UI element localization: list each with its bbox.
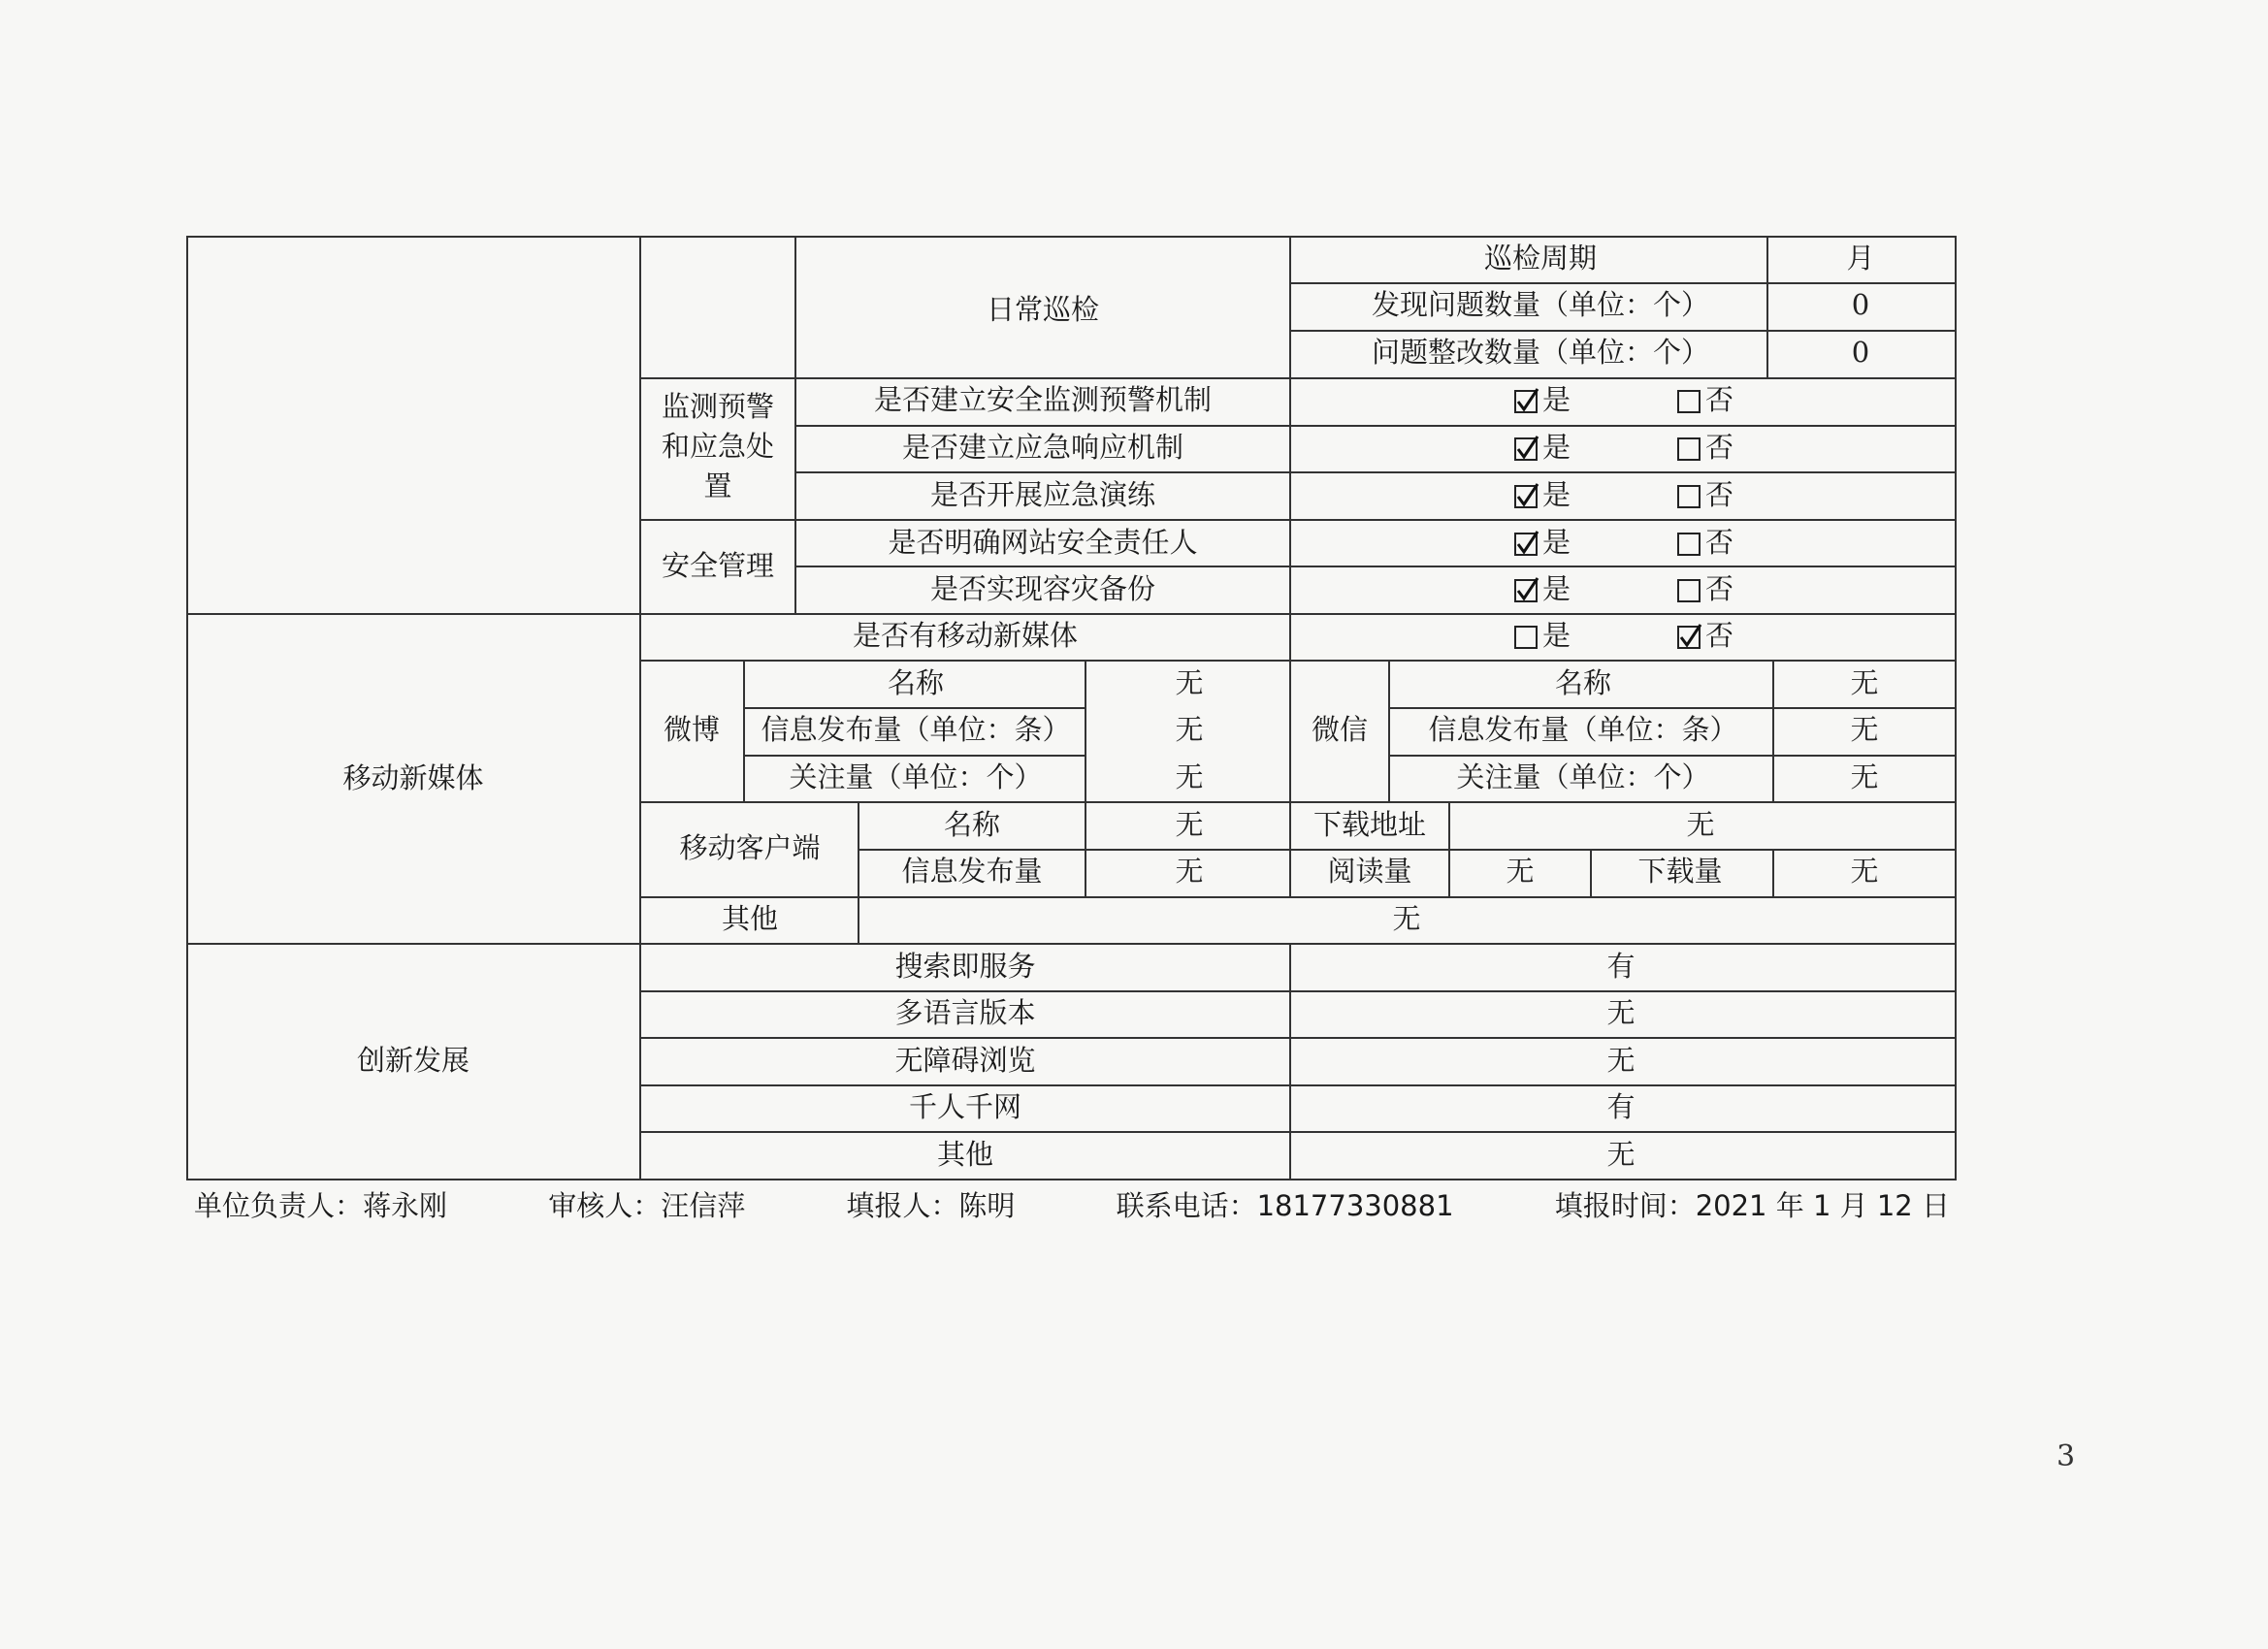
client-posts-value: 无 <box>1175 855 1204 888</box>
emergency-response-options <box>1515 431 1733 464</box>
wechat-name-label: 名称 <box>1554 666 1612 699</box>
monitor-warning-no-checkbox[interactable] <box>1678 391 1700 412</box>
monitoring-label-line1: 监测预警 <box>661 390 775 423</box>
security-owner-no-checkbox[interactable] <box>1678 534 1700 555</box>
table-grid-lines <box>186 236 1957 1180</box>
weibo-follow-value: 无 <box>1175 760 1204 793</box>
checkbox-box <box>1678 391 1700 412</box>
emergency-response-no-checkbox[interactable] <box>1678 438 1700 460</box>
client-name-value: 无 <box>1175 808 1204 841</box>
yes-option-label: 是 <box>1542 572 1571 605</box>
monitoring-label-line3: 置 <box>703 469 732 502</box>
issues-found-value: 0 <box>1851 288 1870 321</box>
downloads-label: 下载量 <box>1637 855 1723 888</box>
wechat-label: 微信 <box>1311 713 1369 746</box>
checkbox-box <box>1678 486 1700 507</box>
has-mobile-media-no-checkbox[interactable] <box>1678 625 1701 648</box>
reviewer-text: 审核人：汪信萍 <box>548 1188 746 1222</box>
innovation-row-value: 有 <box>1606 1090 1636 1123</box>
monitoring-label-line2: 和应急处 <box>661 430 775 463</box>
routine-inspection-label: 日常巡检 <box>986 293 1100 326</box>
checkmark-icon <box>1518 389 1538 409</box>
weibo-name-label: 名称 <box>887 666 945 699</box>
yes-option-label: 是 <box>1542 478 1571 511</box>
download-url-value: 无 <box>1686 808 1715 841</box>
innovation-row-label: 无障碍浏览 <box>894 1044 1036 1077</box>
yes-option-label: 是 <box>1542 619 1571 652</box>
checkmark-icon <box>1518 532 1538 552</box>
emergency-drill-question: 是否开展应急演练 <box>929 478 1156 511</box>
wechat-posts-label: 信息发布量（单位：条） <box>1428 713 1738 746</box>
page-number: 3 <box>2057 1439 2076 1473</box>
emergency-drill-no-checkbox[interactable] <box>1678 486 1700 507</box>
emergency-drill-yes-checkbox[interactable] <box>1515 484 1538 507</box>
innovation-row-label: 千人千网 <box>908 1090 1022 1123</box>
innovation-row-label: 其他 <box>936 1138 994 1171</box>
mobile-other-label: 其他 <box>721 902 779 935</box>
inspection-cycle-value: 月 <box>1846 242 1875 275</box>
innovation-row-value: 无 <box>1606 996 1636 1029</box>
wechat-follow-value: 无 <box>1850 760 1879 793</box>
filler-text: 填报人：陈明 <box>846 1188 1016 1222</box>
issues-fixed-label: 问题整改数量（单位：个） <box>1371 336 1710 369</box>
has-mobile-media-options <box>1515 619 1733 652</box>
fill-time-text: 填报时间：2021 年 1 月 12 日 <box>1554 1188 1950 1222</box>
no-option-label: 否 <box>1705 572 1734 605</box>
phone-text: 联系电话：18177330881 <box>1116 1188 1454 1222</box>
checkbox-box <box>1678 438 1700 460</box>
no-option-label: 否 <box>1705 383 1734 416</box>
checkmark-icon <box>1681 625 1701 645</box>
yes-option-label: 是 <box>1542 431 1571 464</box>
no-option-label: 否 <box>1705 619 1734 652</box>
weibo-posts-value: 无 <box>1175 713 1204 746</box>
disaster-backup-options <box>1515 572 1733 605</box>
innovation-row-label: 搜索即服务 <box>894 950 1036 983</box>
wechat-posts-value: 无 <box>1850 713 1879 746</box>
client-name-label: 名称 <box>943 808 1001 841</box>
mobile-media-section-label: 移动新媒体 <box>342 761 484 794</box>
innovation-section-label: 创新发展 <box>356 1044 470 1077</box>
downloads-value: 无 <box>1850 855 1879 888</box>
has-mobile-media-yes-checkbox[interactable] <box>1515 627 1537 648</box>
monitor-warning-yes-checkbox[interactable] <box>1515 389 1538 412</box>
emergency-drill-options <box>1515 478 1733 511</box>
security-owner-question: 是否明确网站安全责任人 <box>888 526 1198 559</box>
issues-fixed-value: 0 <box>1851 336 1870 369</box>
no-option-label: 否 <box>1705 431 1734 464</box>
checkbox-box <box>1678 580 1700 601</box>
weibo-name-value: 无 <box>1175 666 1204 699</box>
innovation-row-value: 有 <box>1606 950 1636 983</box>
checkmark-icon <box>1518 436 1538 457</box>
client-posts-label: 信息发布量 <box>901 855 1043 888</box>
innovation-row-value: 无 <box>1606 1044 1636 1077</box>
wechat-name-value: 无 <box>1850 666 1879 699</box>
emergency-response-question: 是否建立应急响应机制 <box>901 431 1184 464</box>
weibo-follow-label: 关注量（单位：个） <box>789 760 1043 793</box>
wechat-follow-label: 关注量（单位：个） <box>1456 760 1710 793</box>
signature-footer <box>194 1181 1950 1226</box>
download-url-label: 下载地址 <box>1312 808 1427 841</box>
reads-label: 阅读量 <box>1327 855 1412 888</box>
security-owner-options <box>1515 526 1733 559</box>
disaster-backup-yes-checkbox[interactable] <box>1515 578 1538 601</box>
emergency-response-yes-checkbox[interactable] <box>1515 436 1538 460</box>
innovation-row-label: 多语言版本 <box>894 996 1036 1029</box>
yes-option-label: 是 <box>1542 526 1571 559</box>
unit-head-text: 单位负责人：蒋永刚 <box>194 1188 448 1222</box>
security-owner-yes-checkbox[interactable] <box>1515 532 1538 555</box>
mobile-client-label: 移动客户端 <box>679 831 821 864</box>
reads-value: 无 <box>1506 855 1535 888</box>
monitor-warning-options <box>1515 383 1733 416</box>
security-management-label: 安全管理 <box>661 549 775 582</box>
weibo-posts-label: 信息发布量（单位：条） <box>761 713 1071 746</box>
checkbox-box <box>1515 627 1537 648</box>
disaster-backup-no-checkbox[interactable] <box>1678 580 1700 601</box>
checkmark-icon <box>1518 578 1538 598</box>
monitor-warning-question: 是否建立安全监测预警机制 <box>873 383 1213 416</box>
inspection-cycle-label: 巡检周期 <box>1483 242 1598 275</box>
yes-option-label: 是 <box>1542 383 1571 416</box>
mobile-other-value: 无 <box>1392 902 1421 935</box>
has-mobile-media-question: 是否有移动新媒体 <box>852 619 1079 652</box>
checkmark-icon <box>1518 484 1538 504</box>
checkbox-box <box>1678 534 1700 555</box>
weibo-label: 微博 <box>663 713 721 746</box>
report-form-table <box>186 236 1957 1180</box>
disaster-backup-question: 是否实现容灾备份 <box>929 572 1156 605</box>
innovation-row-value: 无 <box>1606 1138 1636 1171</box>
no-option-label: 否 <box>1705 526 1734 559</box>
no-option-label: 否 <box>1705 478 1734 511</box>
issues-found-label: 发现问题数量（单位：个） <box>1371 288 1710 321</box>
